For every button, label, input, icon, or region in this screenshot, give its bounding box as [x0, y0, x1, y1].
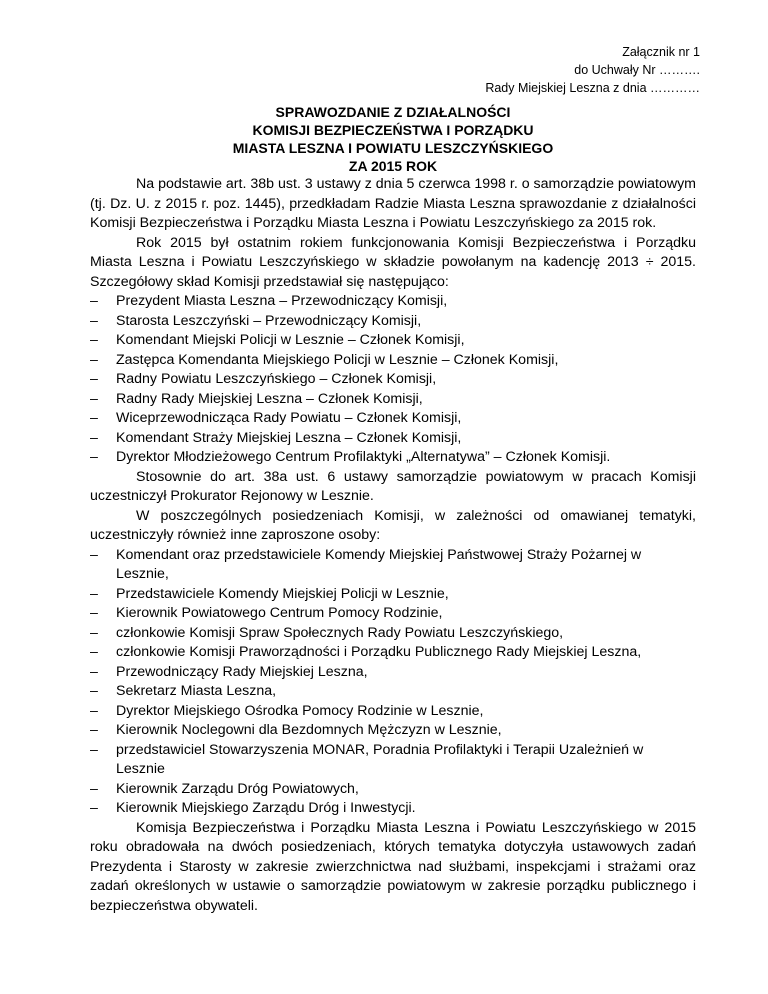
title-line: ZA 2015 ROK	[348, 158, 438, 174]
meetings-paragraph: Komisja Bezpieczeństwa i Porządku Miasta Leszna i Powiatu Leszczyńskiego w 2015 roku obradowała na dwóch posiedzeniach, których tematyka dotyczyła ustawowych zadań Prezydenta i Starosty w zakresie zwierzchnictwa nad służbami, inspekcjami i strażami oraz zadań określonych w ustawie o samorządzie powiatowym w zakresie porządku publicznego i bezpieczeństwa obywateli.	[90, 819, 696, 914]
list-item-text: Komendant oraz przedstawiciele Komendy Miejskiej Państwowej Straży Pożarnej w Lesznie,	[116, 546, 642, 582]
document-body	[90, 175, 696, 916]
list-item-text: Kierownik Noclegowni dla Bezdomnych Mężczyzn w Lesznie,	[116, 722, 502, 738]
list-item	[90, 390, 696, 410]
list-item-text: Przedstawiciele Komendy Miejskiej Policji w Lesznie,	[116, 585, 449, 602]
council-date: Rady Miejskiej Leszna z dnia …………	[485, 81, 700, 95]
dash-marker: –	[90, 390, 98, 407]
list-item	[90, 721, 696, 741]
dash-marker: –	[90, 702, 98, 719]
list-item	[90, 429, 696, 449]
list-item-text: Dyrektor Młodzieżowego Centrum Profilaktyki „Alternatywa” – Członek Komisji.	[116, 449, 611, 465]
list-item-text: Zastępca Komendanta Miejskiego Policji w Lesznie – Członek Komisji,	[116, 351, 559, 368]
dash-marker: –	[90, 605, 98, 621]
title-line: SPRAWOZDANIE Z DZIAŁALNOŚCI	[275, 104, 511, 120]
dash-marker: –	[90, 371, 98, 387]
dash-marker: –	[90, 449, 98, 465]
attachment-number: Załącznik nr 1	[622, 45, 700, 59]
list-item-text: członkowie Komisji Praworządności i Porządku Publicznego Rady Miejskiej Leszna,	[116, 644, 642, 660]
list-item-text: Przewodniczący Rady Miejskiej Leszna,	[116, 663, 368, 680]
list-item	[90, 780, 696, 800]
list-item	[90, 585, 696, 605]
list-item-text: Kierownik Zarządu Dróg Powiatowych,	[116, 780, 359, 797]
list-item	[90, 409, 696, 429]
dash-marker: –	[90, 780, 98, 797]
dash-marker: –	[90, 585, 98, 602]
list-item	[90, 663, 696, 683]
list-item	[90, 546, 696, 585]
title-line: KOMISJI BEZPIECZEŃSTWA I PORZĄDKU	[252, 122, 534, 138]
list-item	[90, 292, 696, 312]
intro-paragraph: Na podstawie art. 38b ust. 3 ustawy z dnia 5 czerwca 1998 r. o samorządzie powiatowym (tj. Dz. U. z 2015 r. poz. 1445), przedkładam Radzie Miasta Leszna sprawozdanie z działalności Komisji Bezpieczeństwa i Porządku Miasta Leszna i Powiatu Leszczyńskiego za 2015 rok.	[90, 176, 696, 231]
dash-marker: –	[90, 332, 98, 348]
list-item-text: członkowie Komisji Spraw Społecznych Rady Powiatu Leszczyńskiego,	[116, 624, 564, 641]
dash-marker: –	[90, 546, 98, 563]
list-item-text: Starosta Leszczyński – Przewodniczący Komisji,	[116, 312, 422, 329]
list-item-text: Komendant Straży Miejskiej Leszna – Członek Komisji,	[116, 429, 462, 446]
title-line: MIASTA LESZNA I POWIATU LESZCZYŃSKIEGO	[232, 140, 554, 156]
dash-marker: –	[90, 644, 98, 660]
list-item	[90, 624, 696, 644]
list-item	[90, 312, 696, 332]
list-item	[90, 741, 696, 780]
dash-marker: –	[90, 312, 98, 329]
list-item-text: Sekretarz Miasta Leszna,	[116, 683, 277, 699]
list-item	[90, 331, 696, 351]
dash-marker: –	[90, 429, 98, 446]
list-item	[90, 799, 696, 819]
dash-marker: –	[90, 663, 98, 680]
attachment-note	[485, 43, 700, 97]
dash-marker: –	[90, 410, 98, 426]
list-item	[90, 682, 696, 702]
list-item	[90, 702, 696, 722]
list-item-text: Kierownik Powiatowego Centrum Pomocy Rodzinie,	[116, 605, 443, 621]
guests-intro-paragraph: W poszczególnych posiedzeniach Komisji, w zależności od omawianej tematyki, uczestniczyły również inne zaproszone osoby:	[90, 507, 696, 543]
list-item	[90, 448, 696, 468]
dash-marker: –	[90, 722, 98, 738]
list-item-text: Dyrektor Miejskiego Ośrodka Pomocy Rodzinie w Lesznie,	[116, 702, 484, 719]
list-item	[90, 370, 696, 390]
list-item	[90, 604, 696, 624]
list-item-text: Kierownik Miejskiego Zarządu Dróg i Inwestycji.	[116, 800, 416, 816]
list-item-text: Wiceprzewodnicząca Rady Powiatu – Członek Komisji,	[116, 410, 462, 426]
dash-marker: –	[90, 741, 98, 758]
list-item-text: Radny Rady Miejskiej Leszna – Członek Komisji,	[116, 390, 423, 407]
dash-marker: –	[90, 351, 98, 368]
composition-paragraph: Rok 2015 był ostatnim rokiem funkcjonowania Komisji Bezpieczeństwa i Porządku Miasta Leszna i Powiatu Leszczyńskiego w składzie powołanym na kadencję 2013 ÷ 2015. Szczegółowy skład Komisji przedstawiał się następująco:	[90, 234, 696, 290]
guests-list	[90, 546, 696, 819]
document-title	[90, 103, 696, 175]
list-item-text: Komendant Miejski Policji w Lesznie – Członek Komisji,	[116, 332, 465, 348]
list-item-text: Prezydent Miasta Leszna – Przewodniczący Komisji,	[116, 293, 448, 309]
prosecutor-paragraph: Stosownie do art. 38a ust. 6 ustawy samorządzie powiatowym w pracach Komisji uczestniczył Prokurator Rejonowy w Lesznie.	[90, 468, 696, 504]
list-item-text: przedstawiciel Stowarzyszenia MONAR, Poradnia Profilaktyki i Terapii Uzależnień w Lesznie	[116, 741, 644, 777]
dash-marker: –	[90, 293, 98, 309]
dash-marker: –	[90, 800, 98, 816]
members-list	[90, 292, 696, 468]
dash-marker: –	[90, 683, 98, 699]
dash-marker: –	[90, 624, 98, 641]
list-item-text: Radny Powiatu Leszczyńskiego – Członek Komisji,	[116, 371, 437, 387]
list-item	[90, 643, 696, 663]
list-item	[90, 351, 696, 371]
resolution-number: do Uchwały Nr ……….	[574, 63, 700, 77]
